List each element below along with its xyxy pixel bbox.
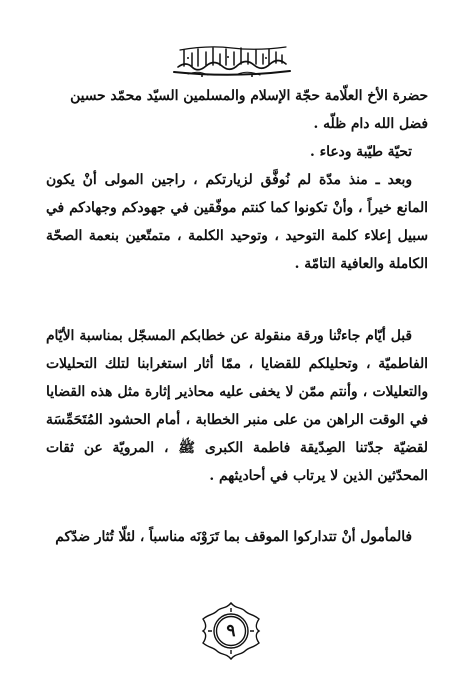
paragraph-3 <box>46 523 428 551</box>
address-block <box>46 82 428 138</box>
address-line-1: حضرة الأخ العلّامة حجّة الإسلام والمسلمين السيّد محمّد حسين <box>70 88 428 104</box>
greeting-block <box>46 138 428 166</box>
basmala-calligraphy <box>168 44 296 80</box>
paragraph-text: قبل أيّام جاءتْنا ورقة منقولة عن خطابكم المسجّل بمناسبة الأيّام الفاطميّة ، وتحليلكم للقضايا ، ممّا أثار استغرابنا لتلك التحليلات والتعليلات ، وأنتم ممّن لا يخفى عليه محاذير إثارة مثل هذه القضايا في الوقت الراهن من على منبر الخطابة ، أمام الحشود المُتَحَمِّسَة لقضيّة جدّتنا الصِدّيقة فاطمة الكبرى ﷺ ، المرويّة عن ثقات المحدّثين الذين لا يرتاب في أحاديثهم . <box>46 328 428 484</box>
paragraph-text: وبعد ـ منذ مدّة لم نُوفَّق لزيارتكم ، راجين المولى أنْ يكون المانع خيراً ، وأنْ تكونوا كما كنتم موفّقين في جهودكم وجهادكم في سبيل إعلاء كلمة التوحيد ، وتوحيد الكلمة ، متمتّعين بنعمة الصحّة الكاملة والعافية التامّة . <box>46 172 428 272</box>
paragraph-text: فالمأمول أنْ تتداركوا الموقف بما تَرَوْنَه مناسباً ، لئلّا تُثار ضدّكم <box>55 529 412 545</box>
paragraph-1 <box>46 166 428 278</box>
greeting: تحيّة طيّبة ودعاء . <box>310 144 412 160</box>
address-line-2: فضل الله دام ظلّه . <box>313 116 428 132</box>
basmala-calligraphy-icon <box>168 44 296 80</box>
page-number-ornament <box>200 600 262 662</box>
paragraph-2 <box>46 322 428 490</box>
page-number: ٩ <box>226 621 236 641</box>
